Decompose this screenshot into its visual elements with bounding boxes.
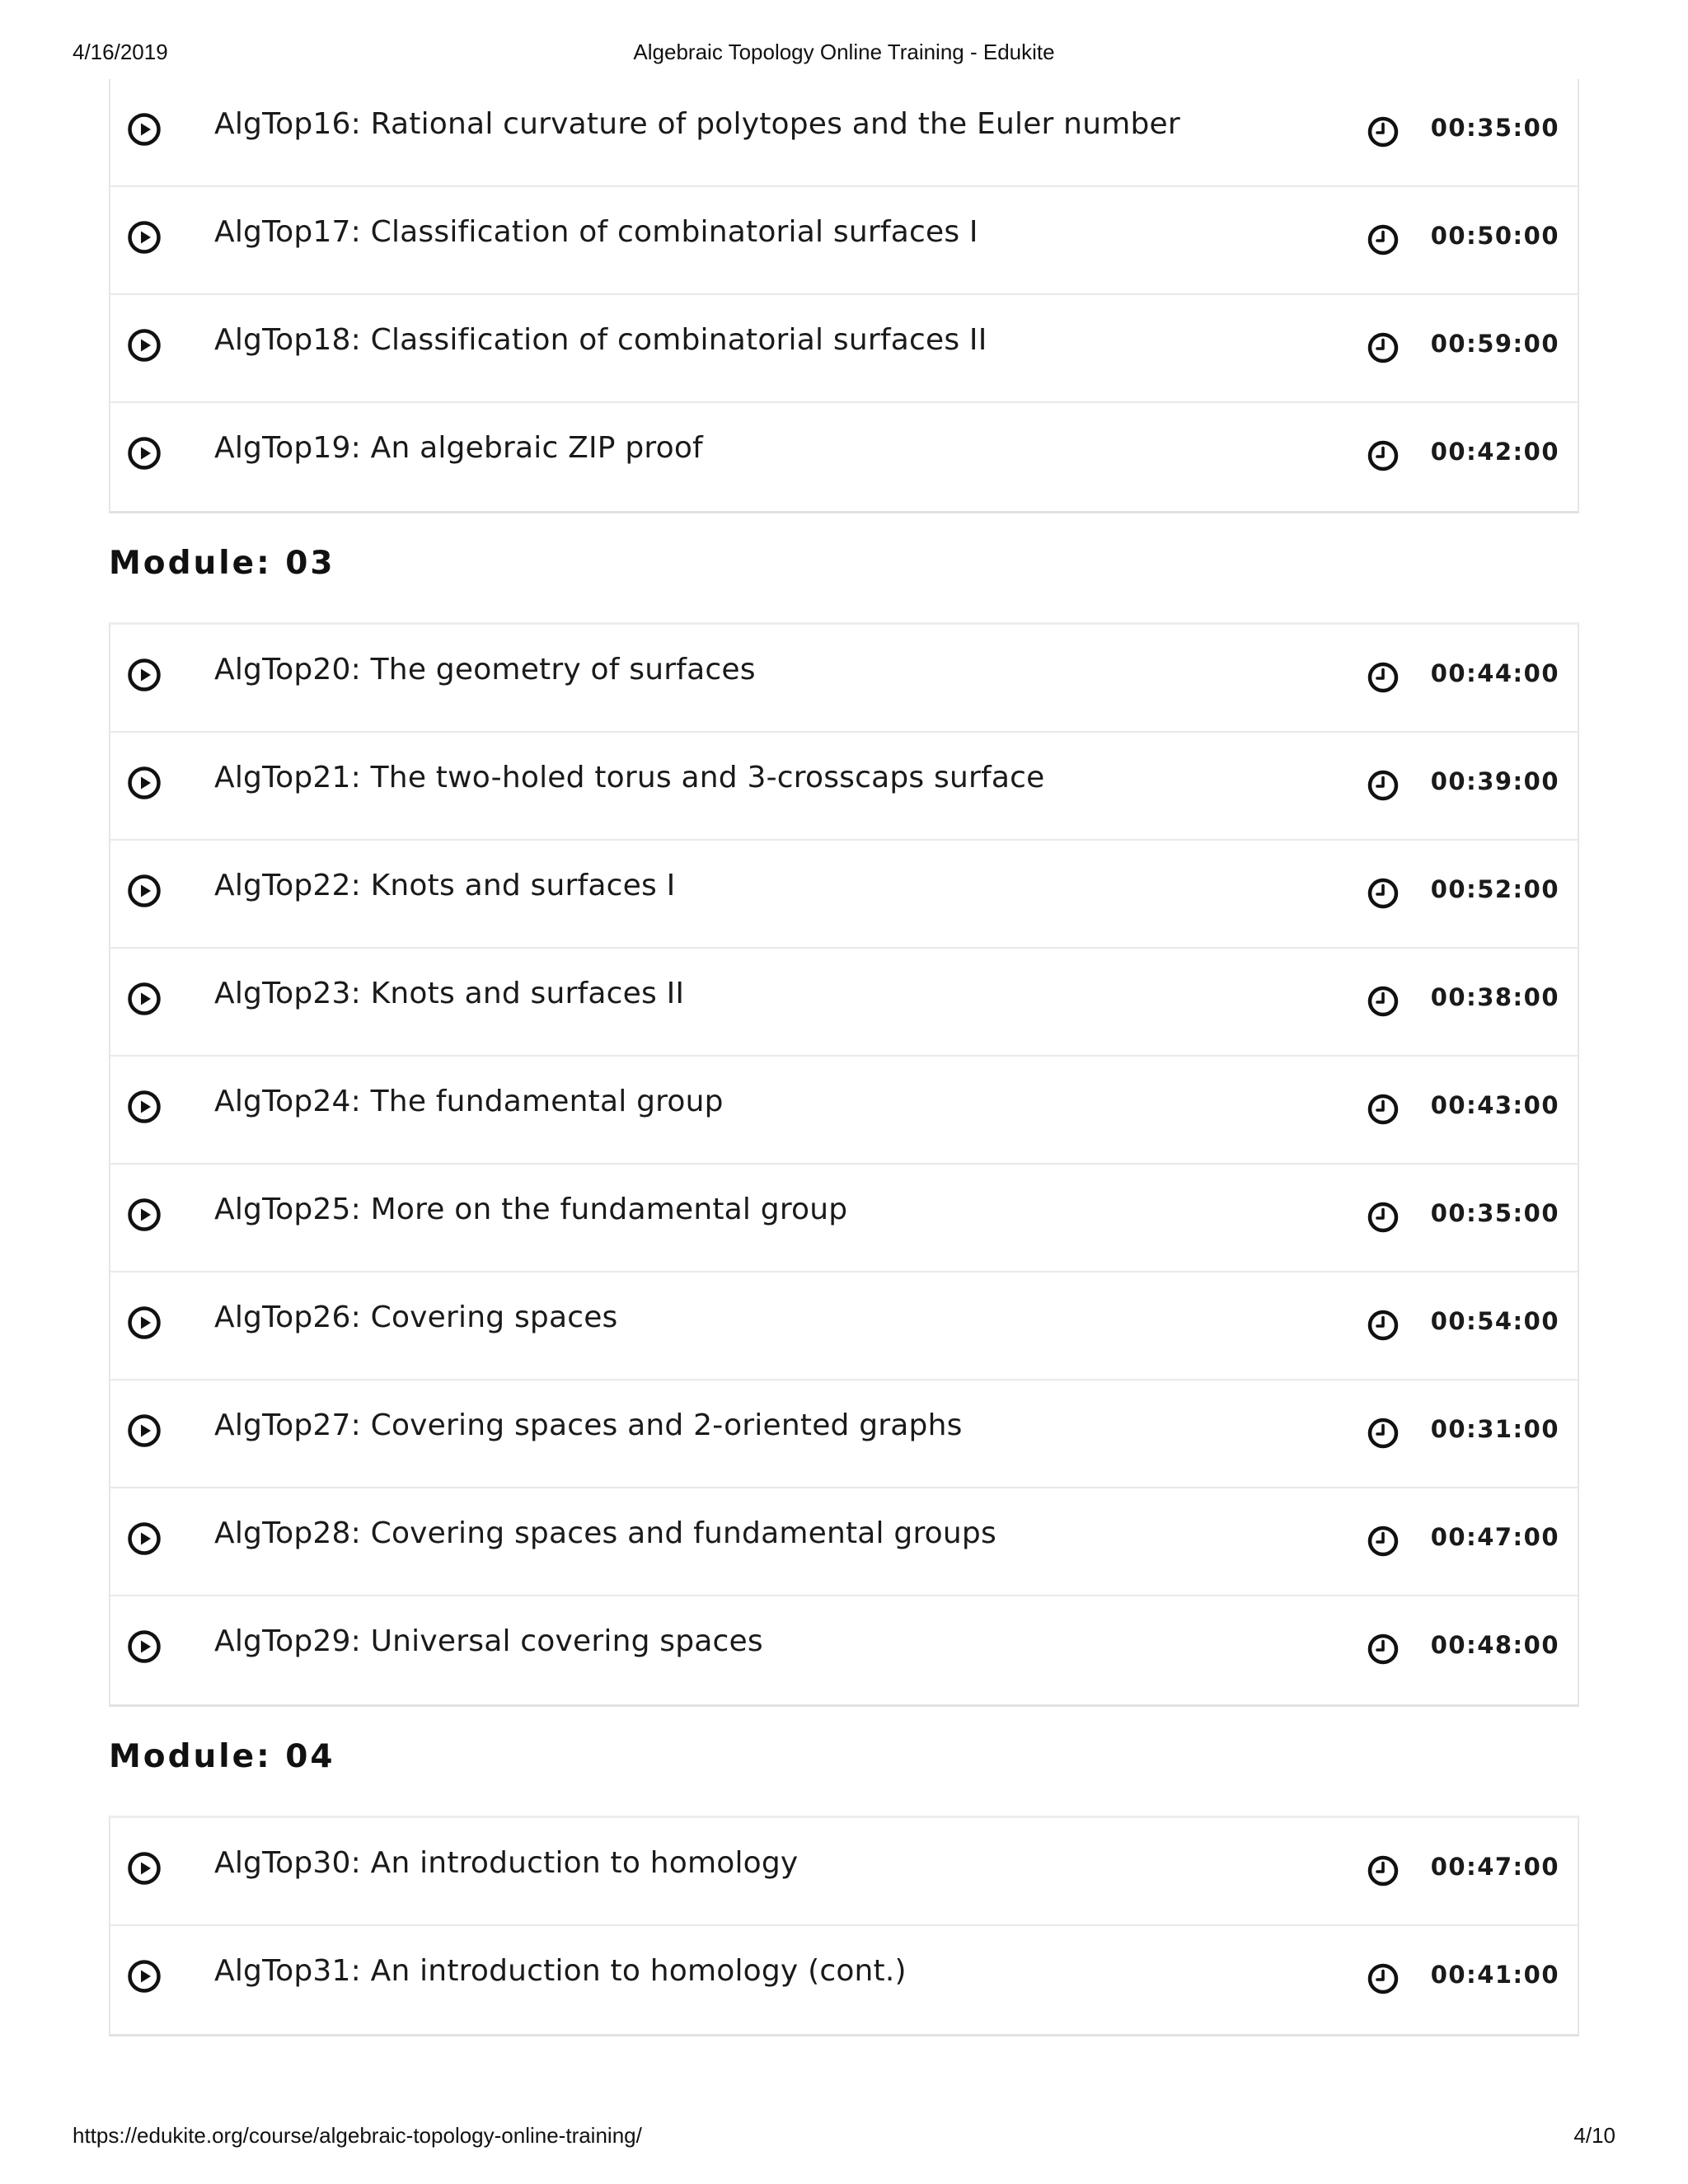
lesson-title[interactable]: AlgTop18: Classification of combinatorial surfaces II (214, 323, 987, 357)
clock-icon (1367, 1525, 1400, 1558)
clock-icon (1367, 439, 1400, 472)
lesson-row[interactable] (110, 841, 1578, 949)
lesson-title[interactable]: AlgTop25: More on the fundamental group (214, 1193, 848, 1226)
lesson-title[interactable]: AlgTop24: The fundamental group (214, 1085, 724, 1118)
lesson-list (109, 1816, 1579, 2036)
lesson-duration: 00:31:00 (1430, 1415, 1559, 1443)
lesson-duration: 00:44:00 (1430, 659, 1559, 687)
lesson-row[interactable] (110, 1488, 1578, 1596)
clock-icon (1367, 1309, 1400, 1342)
lesson-duration: 00:47:00 (1430, 1853, 1559, 1881)
lesson-row[interactable] (110, 1596, 1578, 1704)
play-circle-icon[interactable] (127, 1305, 162, 1340)
lesson-row[interactable] (110, 1057, 1578, 1165)
lesson-title[interactable]: AlgTop22: Knots and surfaces I (214, 869, 676, 902)
lesson-duration: 00:42:00 (1430, 438, 1559, 466)
play-circle-icon[interactable] (127, 658, 162, 692)
lesson-duration: 00:38:00 (1430, 983, 1559, 1011)
lesson-row[interactable] (110, 949, 1578, 1057)
play-circle-icon[interactable] (127, 1959, 162, 1994)
play-circle-icon[interactable] (127, 1629, 162, 1664)
play-circle-icon[interactable] (127, 874, 162, 908)
play-circle-icon[interactable] (127, 436, 162, 471)
lesson-title[interactable]: AlgTop28: Covering spaces and fundamental groups (214, 1516, 996, 1550)
lesson-title[interactable]: AlgTop23: Knots and surfaces II (214, 977, 685, 1010)
clock-icon (1367, 331, 1400, 364)
play-circle-icon[interactable] (127, 766, 162, 800)
play-circle-icon[interactable] (127, 1413, 162, 1448)
lesson-duration: 00:39:00 (1430, 767, 1559, 795)
lesson-duration: 00:47:00 (1430, 1523, 1559, 1551)
play-circle-icon[interactable] (127, 328, 162, 363)
lesson-row[interactable] (110, 295, 1578, 403)
lesson-list (109, 622, 1579, 1707)
print-footer (73, 2123, 1615, 2151)
clock-icon (1367, 985, 1400, 1018)
play-circle-icon[interactable] (127, 1197, 162, 1232)
print-header (73, 40, 1615, 68)
lesson-row[interactable] (110, 79, 1578, 187)
lesson-title[interactable]: AlgTop19: An algebraic ZIP proof (214, 431, 703, 465)
lesson-duration: 00:35:00 (1430, 1199, 1559, 1227)
course-curriculum (109, 79, 1579, 2036)
lesson-row[interactable] (110, 1165, 1578, 1272)
clock-icon (1367, 1093, 1400, 1126)
clock-icon (1367, 115, 1400, 148)
lesson-title[interactable]: AlgTop30: An introduction to homology (214, 1846, 799, 1880)
play-circle-icon[interactable] (127, 1851, 162, 1886)
play-circle-icon[interactable] (127, 982, 162, 1016)
lesson-title[interactable]: AlgTop21: The two-holed torus and 3-crosscaps surface (214, 761, 1045, 794)
lesson-title[interactable]: AlgTop27: Covering spaces and 2-oriented graphs (214, 1408, 963, 1442)
lesson-row[interactable] (110, 403, 1578, 511)
module-title: Module: 03 (109, 545, 335, 582)
lesson-list (109, 79, 1579, 513)
module-heading (109, 513, 1579, 622)
clock-icon (1367, 877, 1400, 910)
lesson-row[interactable] (110, 1380, 1578, 1488)
clock-icon (1367, 769, 1400, 802)
lesson-title[interactable]: AlgTop26: Covering spaces (214, 1301, 618, 1334)
lesson-row[interactable] (110, 1926, 1578, 2034)
print-page-title: Algebraic Topology Online Training - Edukite (633, 40, 1055, 64)
lesson-row[interactable] (110, 1818, 1578, 1926)
lesson-duration: 00:52:00 (1430, 875, 1559, 903)
clock-icon (1367, 661, 1400, 694)
lesson-title[interactable]: AlgTop31: An introduction to homology (cont.) (214, 1954, 907, 1988)
clock-icon (1367, 1962, 1400, 1995)
clock-icon (1367, 1854, 1400, 1887)
lesson-duration: 00:50:00 (1430, 222, 1559, 250)
play-circle-icon[interactable] (127, 220, 162, 255)
clock-icon (1367, 223, 1400, 256)
lesson-title[interactable]: AlgTop29: Universal covering spaces (214, 1624, 763, 1658)
clock-icon (1367, 1417, 1400, 1450)
lesson-duration: 00:59:00 (1430, 330, 1559, 358)
lesson-row[interactable] (110, 733, 1578, 841)
clock-icon (1367, 1201, 1400, 1234)
lesson-duration: 00:48:00 (1430, 1631, 1559, 1659)
print-url: https://edukite.org/course/algebraic-topology-online-training/ (73, 2123, 642, 2148)
play-circle-icon[interactable] (127, 112, 162, 147)
lesson-title[interactable]: AlgTop20: The geometry of surfaces (214, 653, 756, 687)
play-circle-icon[interactable] (127, 1090, 162, 1124)
lesson-duration: 00:41:00 (1430, 1961, 1559, 1989)
lesson-row[interactable] (110, 1272, 1578, 1380)
module-heading (109, 1707, 1579, 1816)
lesson-row[interactable] (110, 187, 1578, 295)
play-circle-icon[interactable] (127, 1521, 162, 1556)
lesson-title[interactable]: AlgTop16: Rational curvature of polytopes and the Euler number (214, 107, 1180, 141)
clock-icon (1367, 1633, 1400, 1666)
lesson-row[interactable] (110, 625, 1578, 733)
module-title: Module: 04 (109, 1738, 335, 1775)
print-page-number: 4/10 (1573, 2123, 1615, 2148)
lesson-duration: 00:35:00 (1430, 114, 1559, 142)
print-date: 4/16/2019 (73, 40, 168, 64)
lesson-duration: 00:43:00 (1430, 1091, 1559, 1119)
lesson-title[interactable]: AlgTop17: Classification of combinatorial surfaces I (214, 215, 978, 249)
lesson-duration: 00:54:00 (1430, 1307, 1559, 1335)
